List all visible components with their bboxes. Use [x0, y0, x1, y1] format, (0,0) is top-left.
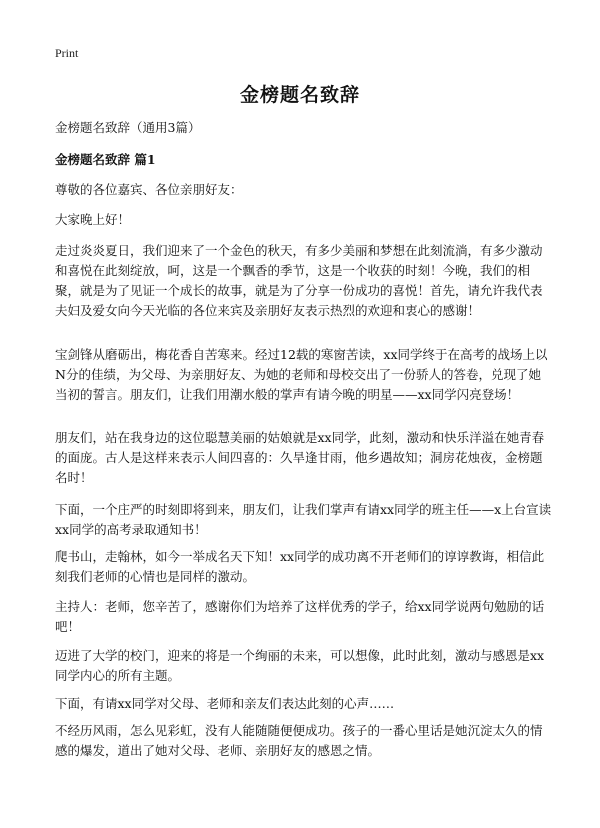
paragraph-notice: 下面，一个庄严的时刻即将到来，朋友们，让我们掌声有请xx同学的班主任——x上台宣读xx同学的高考录取通知书！: [55, 502, 552, 537]
paragraph-university: 迈进了大学的校门，迎来的将是一个绚丽的未来，可以想像，此时此刻，激动与感恩是xx同学内心的所有主题。: [55, 648, 545, 683]
paragraph-host: 主持人：老师，您辛苦了，感谢你们为培养了这样优秀的学子，给xx同学说两句勉励的话吧！: [55, 599, 545, 634]
paragraph-achievement: 宝剑锋从磨砺出，梅花香自苦寒来。经过12载的寒窗苦读，xx同学终于在高考的战场上以N分的佳绩，为父母、为亲朋好友、为她的老师和母校交出了一份骄人的答卷，兑现了她当初的誓言。朋友们，让我们用潮水般的掌声有请今晚的明星——xx同学闪亮登场！: [55, 347, 548, 402]
paragraph-teachers: 爬书山，走翰林，如今一举成名天下知！xx同学的成功离不开老师们的谆谆教诲，相信此刻我们老师的心情也是同样的激动。: [55, 549, 545, 584]
paragraph-introduction: 朋友们，站在我身边的这位聪慧美丽的姑娘就是xx同学，此刻，激动和快乐洋溢在她青春的面庞。古人是这样来表示人间四喜的：久旱逢甘雨，他乡遇故知；洞房花烛夜，金榜题名时！: [55, 430, 545, 485]
paragraph-opening: 走过炎炎夏日，我们迎来了一个金色的秋天，有多少美丽和梦想在此刻流淌，有多少激动和喜悦在此刻绽放，呵，这是一个飘香的季节，这是一个收获的时刻！今晚，我们的相聚，就是为了见证一个成长的故事，就是为了分享一份成功的喜悦！首先，请允许我代表夫妇及爱女向今天光临的各位来宾及亲朋好友表示热烈的欢迎和衷心的感谢！: [55, 243, 543, 318]
paragraph-evening: 大家晚上好！: [55, 212, 131, 227]
print-link[interactable]: Print: [55, 46, 79, 60]
paragraph-speech-intro: 下面，有请xx同学对父母、老师和亲友们表达此刻的心声……: [55, 696, 395, 711]
paragraph-greeting: 尊敬的各位嘉宾、各位亲朋好友：: [55, 182, 243, 197]
page-title: 金榜题名致辞: [239, 84, 360, 106]
section-heading: 金榜题名致辞 篇1: [55, 152, 156, 167]
document-subtitle: 金榜题名致辞（通用3篇）: [55, 120, 201, 135]
paragraph-closing: 不经历风雨，怎么见彩虹，没有人能随随便便成功。孩子的一番心里话是她沉淀太久的情感的爆发，道出了她对父母、老师、亲朋好友的感恩之情。: [55, 723, 543, 758]
